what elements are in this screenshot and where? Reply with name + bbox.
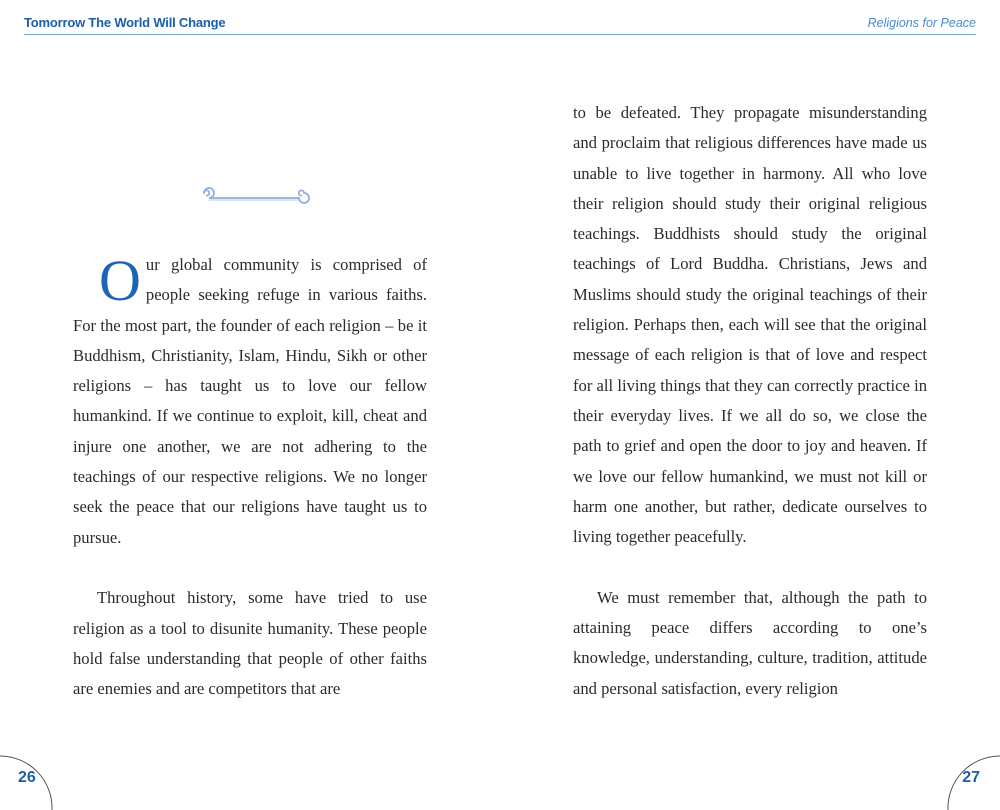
paragraph bbox=[73, 250, 427, 553]
paragraph: to be defeated. They propagate misunderstanding and proclaim that religious differences have made us unable to live together in harmony. All who love their religion should study their original religious teachings. Buddhists should study the original teachings of Lord Buddha. Christians, Jews and Muslims should study the original teachings of their religion. Perhaps then, each will see that the original message of each religion is that of love and respect for all living things that they can correctly practice in their everyday lives. If we all do so, we close the path to grief and open the door to joy and heaven. If we love our fellow humankind, we must not kill or harm one another, but rather, dedicate ourselves to living together peacefully. bbox=[573, 103, 927, 547]
scroll-swirl-ornament-icon bbox=[194, 180, 314, 206]
header-divider bbox=[24, 34, 976, 35]
running-header-section-title: Religions for Peace bbox=[867, 16, 976, 30]
left-page-body bbox=[73, 250, 427, 704]
page-number-right: 27 bbox=[962, 769, 980, 786]
right-page-body bbox=[573, 98, 927, 704]
running-header-book-title: Tomorrow The World Will Change bbox=[24, 15, 226, 30]
paragraph: Throughout history, some have tried to use religion as a tool to disunite humanity. These people hold false understanding that people of other faiths are enemies and are competitors that are bbox=[73, 588, 427, 699]
drop-cap-letter: O bbox=[99, 248, 141, 313]
paragraph-text: ur global community is comprised of people seeking refuge in various faiths. For the most part, the founder of each religion – be it Buddhism, Christianity, Islam, Hindu, Sikh or other religions – has taught us to love our fellow humankind. If we continue to exploit, kill, cheat and injure one another, we are not adhering to the teachings of our respective religions. We no longer seek the peace that our religions have taught us to pursue. bbox=[73, 255, 427, 547]
page-number-left: 26 bbox=[18, 769, 36, 786]
paragraph: We must remember that, although the path to attaining peace differs according to one’s knowledge, understanding, culture, tradition, attitude and personal satisfaction, every religion bbox=[573, 587, 927, 698]
